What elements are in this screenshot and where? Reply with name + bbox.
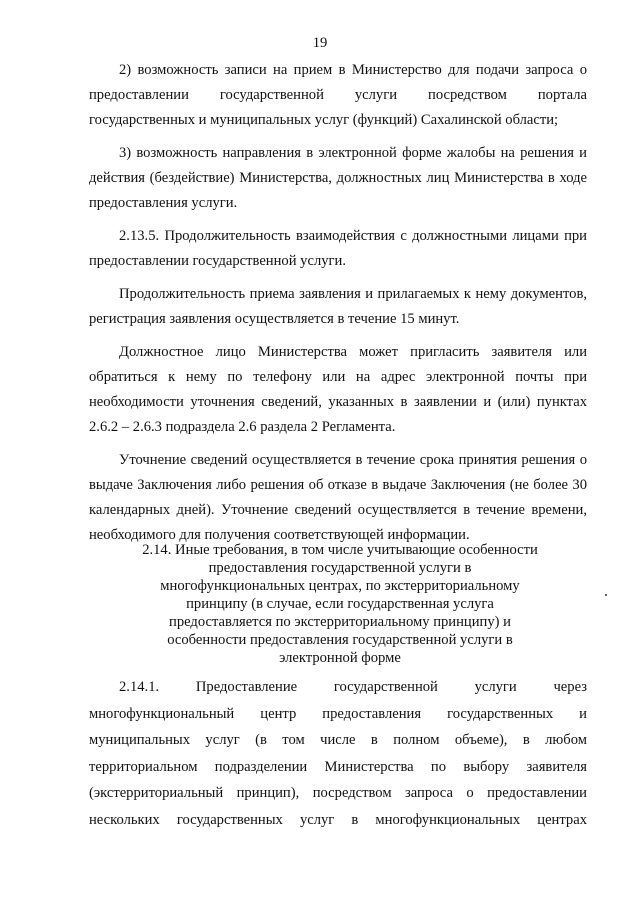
paragraph-official-invite: Должностное лицо Министерства может пригласить заявителя или обратиться к нему по телефону или на адрес электронной почты при необходимости уточнения сведений, указанных в заявлении и (или) пунктах 2.6.2 – 2.6.3 подраздела 2.6 раздела 2 Регламента. [89,344,587,435]
body-text [89,58,587,556]
paragraph-2-14-1: 2.14.1. Предоставление государственной услуги через многофункциональный центр предоставления государственных и муниципальных услуг (в том числе в полном объеме), в любом территориальном подразделении Министерства по выбору заявителя (экстерриториальный принцип), посредством запроса о предоставлении нескольких государственных услуг в многофункциональных центрах [89,679,587,828]
paragraph-duration: Продолжительность приема заявления и прилагаемых к нему документов, регистрация заявления осуществляется в течение 15 минут. [89,286,587,327]
section-heading-2-14: 2.14. Иные требования, в том числе учитывающие особенности предоставления государственной услуги в многофункциональных центрах, по экстерриториальному принципу (в случае, если государственная услуга предоставляется по экстерриториальному принципу) и особенности предоставления государственной услуги в электронной форме [142,542,538,666]
paragraph-clarification: Уточнение сведений осуществляется в течение срока принятия решения о выдаче Заключения либо решения об отказе в выдаче Заключения (не более 30 календарных дней). Уточнение сведений осуществляется в течение времени, необходимого для получения соответствующей информации. [89,452,587,543]
page-number: 19 [312,35,328,51]
paragraph-record-appointment: 2) возможность записи на прием в Министерство для подачи запроса о предоставлении государственной услуги посредством портала государственных и муниципальных услуг (функций) Сахалинской области; [89,62,587,128]
paragraph-2-13-5: 2.13.5. Продолжительность взаимодействия с должностными лицами при предоставлении государственной услуги. [89,228,587,269]
scan-dot [605,594,607,596]
paragraph-complaint: 3) возможность направления в электронной форме жалобы на решения и действия (бездействие) Министерства, должностных лиц Министерства в ходе предоставления услуги. [89,145,587,211]
body-text-continued [89,674,587,833]
